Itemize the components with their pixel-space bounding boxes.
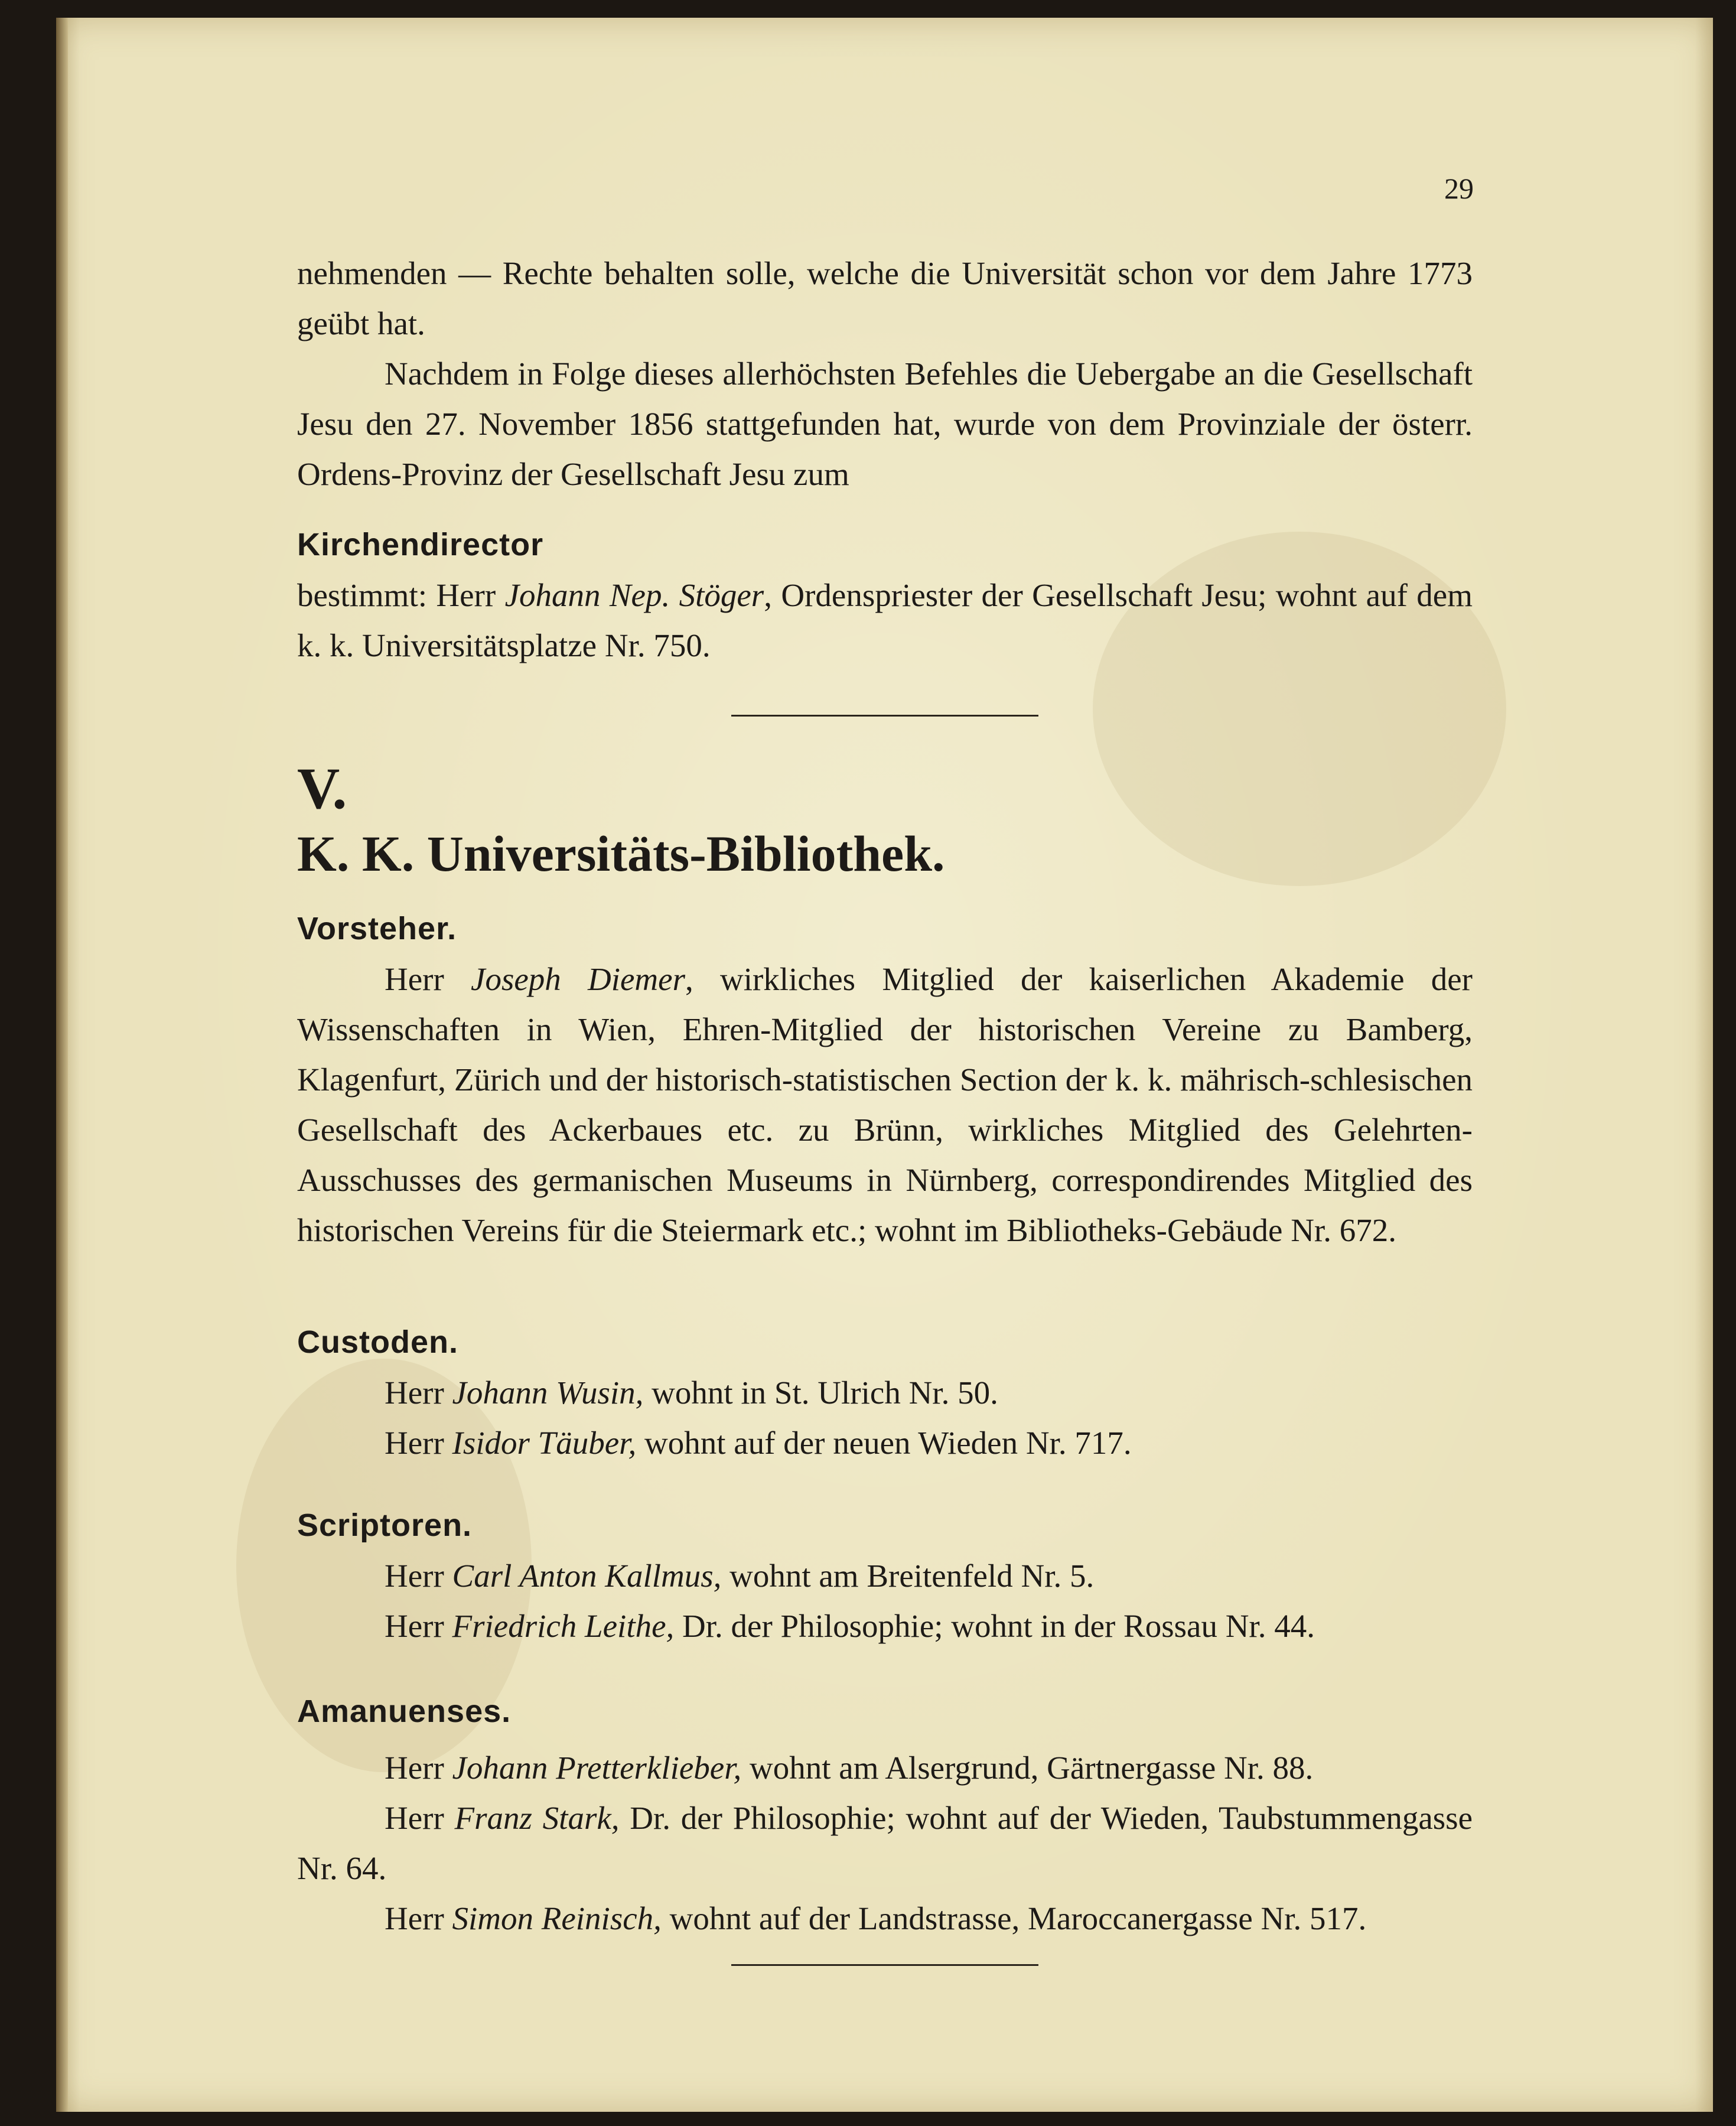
list-item <box>297 1743 1473 1793</box>
list-item <box>297 1601 1473 1651</box>
entry-prefix: Herr <box>385 1558 452 1594</box>
person-name: Johann Nep. Stöger <box>504 577 764 613</box>
entry-text: Dr. der Philosophie; wohnt in der Rossau Nr. 44. <box>674 1608 1315 1644</box>
person-name: Isidor Täuber, <box>452 1425 637 1461</box>
entry-text: wohnt auf der Landstrasse, Maroccanergasse Nr. 517. <box>661 1900 1367 1936</box>
list-item <box>297 1793 1473 1893</box>
person-name: Simon Reinisch, <box>452 1900 662 1936</box>
kirchendirector-after: , Ordenspriester der Gesellschaft Jesu; wohnt auf dem k. k. Universitätsplatze Nr. 750. <box>297 577 1473 663</box>
entry-prefix: Herr <box>385 1425 452 1461</box>
list-item <box>297 1551 1473 1601</box>
custoden-block <box>297 1317 1473 1468</box>
kirchendirector-block <box>297 520 1473 670</box>
entry-text: wohnt auf der neuen Wieden Nr. 717. <box>636 1425 1132 1461</box>
section-heading: Vorsteher. <box>297 911 457 946</box>
entry-text: wohnt am Alsergrund, Gärtnergasse Nr. 88. <box>741 1750 1314 1786</box>
page-gutter <box>56 18 68 2112</box>
person-name: Franz Stark, <box>454 1800 620 1836</box>
section-title: K. K. Universitäts-Bibliothek. <box>297 825 945 882</box>
entry-prefix: Herr <box>385 1608 452 1644</box>
person-name: Johann Pretterklieber, <box>452 1750 742 1786</box>
body-paragraph: Nachdem in Folge dieses allerhöchsten Befehles die Uebergabe an die Gesellschaft Jesu den 27. November 1856 stattgefunden hat, wurde von dem Provinziale der österr. Ordens-Provinz der Gesellschaft Jesu zum <box>297 356 1473 492</box>
list-item <box>297 1418 1473 1468</box>
vorsteher-paragraph <box>297 954 1473 1255</box>
page-number: 29 <box>1444 172 1474 205</box>
entry-prefix: Herr <box>385 1900 452 1936</box>
kirchendirector-paragraph <box>297 570 1473 670</box>
horizontal-rule <box>731 1964 1038 1966</box>
section-heading: Custoden. <box>297 1324 458 1360</box>
top-text-block <box>297 248 1473 499</box>
section-title-block <box>297 756 1473 886</box>
divider-block <box>297 715 1473 717</box>
person-name: Carl Anton Kallmus, <box>452 1558 722 1594</box>
entry-prefix: Herr <box>385 1750 452 1786</box>
section-heading: Amanuenses. <box>297 1694 512 1729</box>
entry-text: , wirkliches Mitglied der kaiserlichen Akademie der Wissenschaften in Wien, Ehren-Mitglied der historischen Vereine zu Bamberg, Klagenfurt, Zürich und der historisch-statistischen Section der k. k. mährisch-schlesischen Gesellschaft des Ackerbaues etc. zu Brünn, wirkliches Mitglied des Gelehrten-Ausschusses des germanischen Museums in Nürnberg, correspondirendes Mitglied des historischen Vereins für die Steiermark etc.; wohnt im Bibliotheks-Gebäude Nr. 672. <box>297 961 1473 1248</box>
kirchendirector-before: bestimmt: Herr <box>297 577 505 613</box>
section-heading: Kirchendirector <box>297 527 544 562</box>
vorsteher-block <box>297 904 1473 1255</box>
entry-text: wohnt am Breitenfeld Nr. 5. <box>721 1558 1095 1594</box>
horizontal-rule <box>731 715 1038 717</box>
list-item <box>297 1893 1473 1943</box>
person-name: Friedrich Leithe, <box>452 1608 675 1644</box>
amanuenses-block <box>297 1687 1473 1943</box>
section-numeral: V. <box>297 756 347 821</box>
continuation-paragraph: nehmenden — Rechte behalten solle, welche die Universität schon vor dem Jahre 1773 geübt hat. <box>297 255 1473 341</box>
list-item <box>297 1368 1473 1418</box>
entry-text: wohnt in St. Ulrich Nr. 50. <box>643 1375 998 1411</box>
divider-block <box>297 1964 1473 1966</box>
section-heading: Scriptoren. <box>297 1508 473 1543</box>
entry-text: Dr. der Philosophie; wohnt auf der Wieden, Taubstummengasse Nr. 64. <box>297 1800 1473 1886</box>
person-name: Johann Wusin, <box>452 1375 644 1411</box>
entry-prefix: Herr <box>385 961 471 997</box>
entry-prefix: Herr <box>385 1375 452 1411</box>
person-name: Joseph Diemer <box>471 961 685 997</box>
entry-prefix: Herr <box>385 1800 455 1836</box>
scriptoren-block <box>297 1500 1473 1651</box>
